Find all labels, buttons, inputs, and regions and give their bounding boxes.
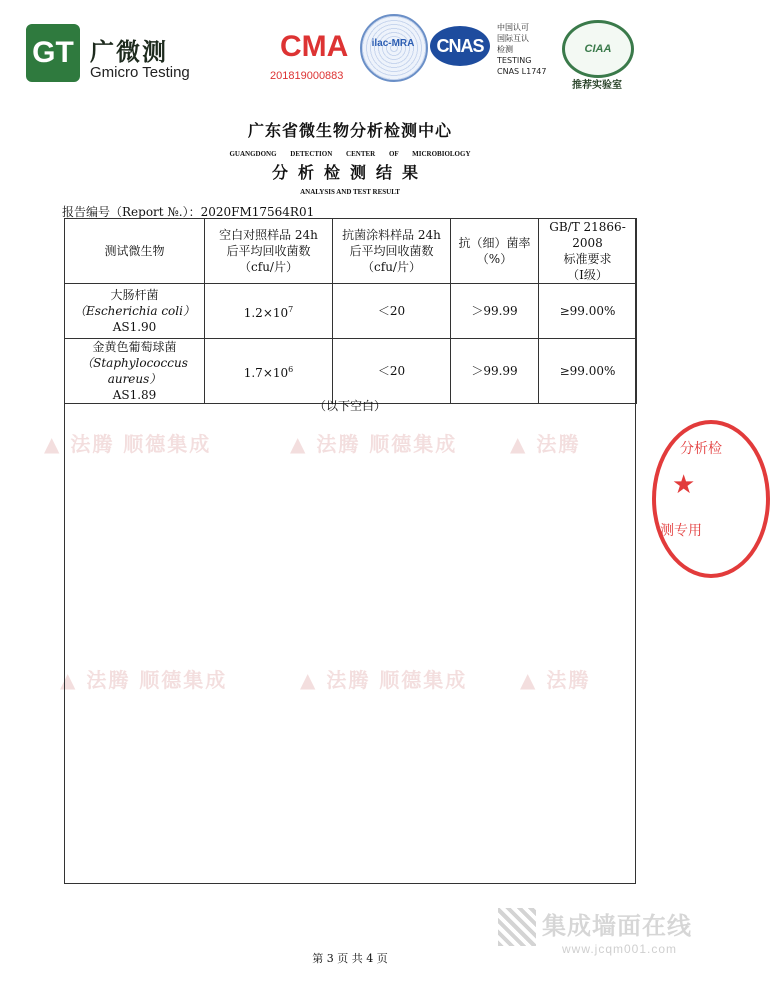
header-line: （%） <box>476 252 513 266</box>
center-title-cn: 广东省微生物分析检测中心 <box>247 121 452 140</box>
organism-strain: AS1.89 <box>112 388 157 402</box>
cnas-info-line: 检测 <box>497 45 513 54</box>
ilac-label: ilac-MRA <box>371 38 415 49</box>
header-line: 测试微生物 <box>104 244 165 258</box>
organism-latin: （Staphylococcus aureus） <box>81 356 188 386</box>
cell-rate: ＞99.99 <box>451 284 539 339</box>
report-number: 报告编号（Report №.）：2020FM17564R01 <box>62 205 315 219</box>
organism-strain: AS1.90 <box>112 320 157 334</box>
header-rate <box>451 219 539 284</box>
brand-name-cn: 广微测 <box>90 38 168 66</box>
control-exponent: 6 <box>288 364 294 374</box>
cell-organism <box>65 339 205 404</box>
cnas-info-line: TESTING <box>497 56 532 65</box>
table-row <box>65 339 637 404</box>
cell-rate: ＞99.99 <box>451 339 539 404</box>
header-treated <box>333 219 451 284</box>
site-url: www.jcqm001.com <box>562 942 678 956</box>
organism-name: 金黄色葡萄球菌 <box>92 340 177 354</box>
site-logo-icon <box>498 908 536 946</box>
header-line: 后平均回收菌数 <box>349 244 434 258</box>
star-icon: ★ <box>672 470 696 500</box>
blank-note: （以下空白） <box>313 399 386 413</box>
table-header-row <box>65 219 637 284</box>
center-title-en: GUANGDONG DETECTION CENTER OF MICROBIOLOGY <box>229 150 471 158</box>
cell-treated: ＜20 <box>333 339 451 404</box>
header-line: 后平均回收菌数 <box>226 244 311 258</box>
header-standard <box>539 219 637 284</box>
background-watermark: ▲ 法腾 顺德集成 <box>44 432 212 456</box>
result-title-cn: 分析检测结果 <box>271 163 428 182</box>
header-line: （cfu/片） <box>239 260 298 274</box>
cell-organism <box>65 284 205 339</box>
cell-control <box>205 284 333 339</box>
background-watermark: ▲ 法腾 顺德集成 <box>290 432 458 456</box>
site-watermark <box>498 898 696 968</box>
cnas-info-line: CNAS L1747 <box>497 67 547 76</box>
brand-name-en: Gmicro Testing <box>90 64 190 81</box>
background-watermark: ▲ 法腾 <box>510 432 581 456</box>
cell-standard: ≥99.00% <box>539 339 637 404</box>
organism-name: 大肠杆菌 <box>110 288 159 302</box>
control-value: 1.7×10 <box>243 365 289 380</box>
result-title-en: ANALYSIS AND TEST RESULT <box>300 188 400 196</box>
stamp-text-bottom: 测专用 <box>660 523 702 539</box>
organism-latin: （Escherichia coli） <box>74 304 195 318</box>
page-number: 第 3 页 共 4 页 <box>312 952 388 965</box>
result-table <box>64 218 637 404</box>
header-line: 空白对照样品 24h <box>219 228 318 242</box>
header-control <box>205 219 333 284</box>
cnas-info-line: 中国认可 <box>497 23 529 32</box>
gmicro-logo-icon: GT <box>26 24 80 82</box>
cell-standard: ≥99.00% <box>539 284 637 339</box>
cell-treated: ＜20 <box>333 284 451 339</box>
cnas-info <box>497 22 546 77</box>
control-exponent: 7 <box>288 304 294 314</box>
header-line: 标准要求 <box>563 252 612 266</box>
site-name: 集成墙面在线 <box>542 912 692 940</box>
ciaa-logo-icon: CIAA <box>562 20 634 78</box>
header-line: GB/T 21866-2008 <box>549 220 626 250</box>
header-line: 抗菌涂料样品 24h <box>342 228 441 242</box>
background-watermark: ▲ 法腾 <box>520 668 591 692</box>
control-value: 1.2×10 <box>243 305 289 320</box>
cell-control <box>205 339 333 404</box>
background-watermark: ▲ 法腾 顺德集成 <box>60 668 228 692</box>
table-row <box>65 284 637 339</box>
header-line: 抗（细）菌率 <box>458 236 531 250</box>
cma-number: 201819000883 <box>270 70 344 82</box>
cnas-logo-icon: CNAS <box>430 26 490 66</box>
cnas-info-line: 国际互认 <box>497 34 529 43</box>
background-watermark: ▲ 法腾 顺德集成 <box>300 668 468 692</box>
header-line: （cfu/片） <box>362 260 421 274</box>
cma-logo-icon: CMA <box>280 30 349 63</box>
header-organism <box>65 219 205 284</box>
ciaa-label: 推荐实验室 <box>572 80 622 91</box>
stamp-text-top: 分析检 <box>680 441 722 457</box>
header-line: （Ⅰ级） <box>567 268 608 282</box>
